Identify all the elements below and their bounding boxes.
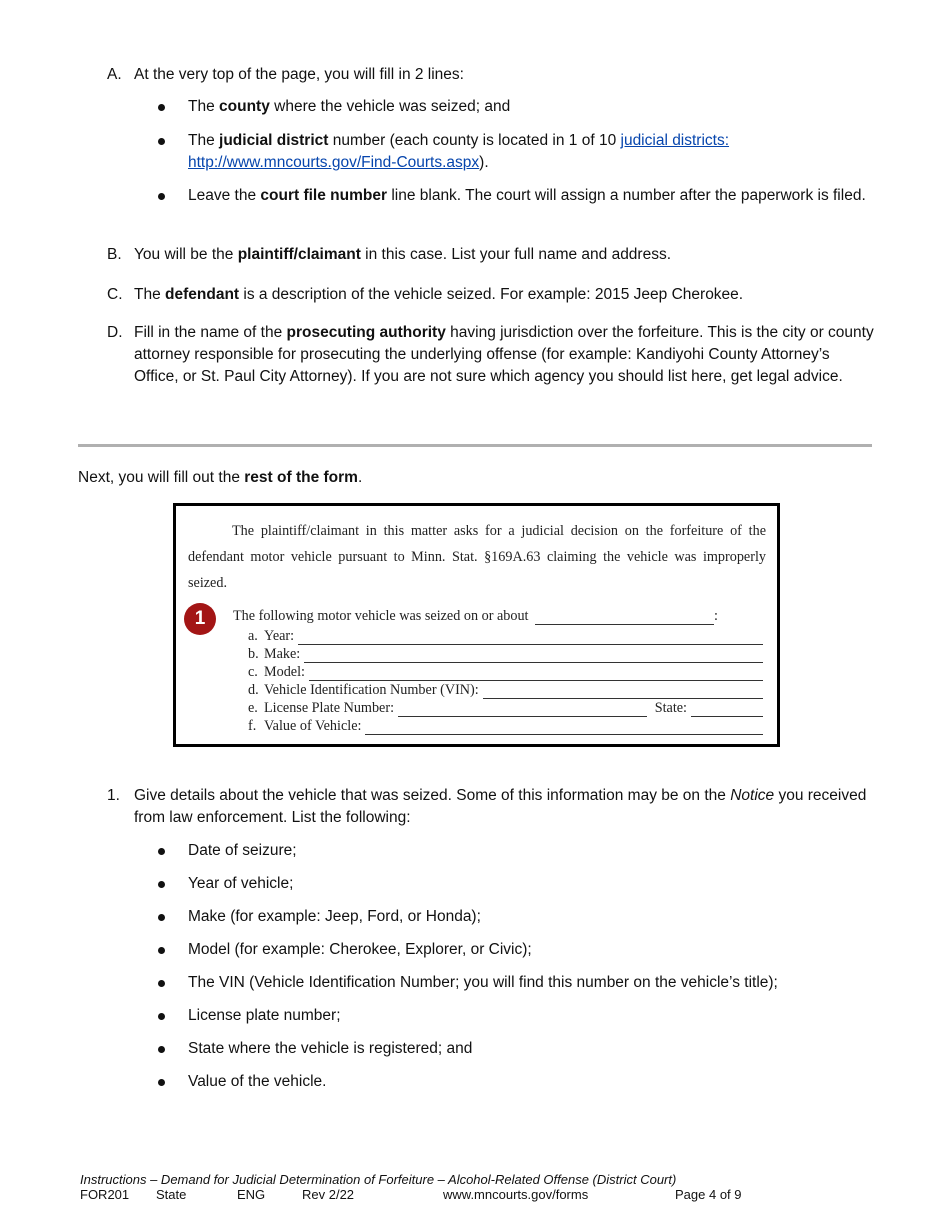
text: you received from law enforcement. List the following: xyxy=(134,787,867,826)
text: is a description of the vehicle seized. For example: 2015 Jeep Cherokee. xyxy=(239,286,744,303)
list-item xyxy=(188,840,297,862)
section-divider xyxy=(78,444,872,447)
form-excerpt xyxy=(173,503,780,747)
text: Next, you will fill out the xyxy=(78,469,245,486)
field-make xyxy=(248,646,763,663)
bullet-icon xyxy=(158,1079,165,1086)
bold-text: court file number xyxy=(260,187,388,204)
bullet-icon xyxy=(158,104,165,111)
bullet-icon xyxy=(158,138,165,145)
letter: a. xyxy=(248,628,258,644)
label: Vehicle Identification Number (VIN): xyxy=(264,682,479,698)
section-c xyxy=(107,284,877,306)
bold-text: defendant xyxy=(165,286,240,303)
list-item xyxy=(188,873,293,895)
bullet-icon xyxy=(158,980,165,987)
text: : xyxy=(714,608,718,624)
label: Model: xyxy=(264,664,305,680)
list-item xyxy=(188,972,778,994)
bold-text: judicial district xyxy=(219,132,329,149)
blank-line xyxy=(535,610,715,625)
letter: c. xyxy=(248,664,258,680)
item-1 xyxy=(107,785,877,829)
blank-line xyxy=(309,666,763,681)
list-item xyxy=(188,1005,341,1027)
judicial-districts-link[interactable]: judicial districts: xyxy=(620,132,730,149)
footer-form-number: FOR201 xyxy=(80,1187,130,1202)
text: Give details about the vehicle that was seized. Some of this information may be on the xyxy=(134,787,731,804)
label: Value of Vehicle: xyxy=(264,718,362,734)
bullet-icon xyxy=(158,914,165,921)
footer-revision: Rev 2/22 xyxy=(302,1187,355,1202)
text: line blank. The court will assign a number after the paperwork is filed. xyxy=(387,187,866,204)
list-item-text: Value of the vehicle. xyxy=(188,1073,327,1090)
field-model xyxy=(248,664,763,681)
bullet-icon xyxy=(158,1013,165,1020)
bullet-judicial-district xyxy=(188,130,878,174)
label: Year: xyxy=(264,628,295,644)
italic-text: Notice xyxy=(730,787,775,804)
section-d xyxy=(107,322,877,388)
bold-text: prosecuting authority xyxy=(286,324,446,341)
label: Make: xyxy=(264,646,301,662)
field-license-plate xyxy=(248,700,763,717)
blank-line xyxy=(691,702,763,717)
field-vin xyxy=(248,682,763,699)
bold-text: rest of the form xyxy=(244,469,358,486)
footer-title: Instructions – Demand for Judicial Determination of Forfeiture – Alcohol-Related Offense (District Court) xyxy=(80,1172,677,1187)
text: Fill in the name of the xyxy=(134,324,287,341)
field-year xyxy=(248,628,763,645)
text: . xyxy=(357,469,363,486)
field-value xyxy=(248,718,763,735)
marker: D. xyxy=(107,324,123,341)
bold-text: plaintiff/claimant xyxy=(237,246,361,263)
letter: b. xyxy=(248,646,259,662)
text: Leave the xyxy=(188,187,261,204)
seized-lead: The following motor vehicle was seized on or about xyxy=(233,608,529,624)
marker: B. xyxy=(107,246,122,263)
next-intro xyxy=(78,467,362,489)
text: The xyxy=(188,98,220,115)
section-a xyxy=(107,64,464,86)
text: ). xyxy=(479,154,489,171)
text: You will be the xyxy=(134,246,238,263)
section-a-intro: At the very top of the page, you will fill in 2 lines: xyxy=(134,66,464,83)
marker: C. xyxy=(107,286,123,303)
bullet-icon xyxy=(158,947,165,954)
seized-date-row xyxy=(233,608,718,625)
list-item-text: Make (for example: Jeep, Ford, or Honda); xyxy=(188,908,481,925)
blank-line xyxy=(304,648,763,663)
text: The xyxy=(134,286,166,303)
text: in this case. List your full name and address. xyxy=(360,246,672,263)
list-item-text: License plate number; xyxy=(188,1007,341,1024)
list-item-text: Year of vehicle; xyxy=(188,875,294,892)
list-item xyxy=(188,939,532,961)
letter: d. xyxy=(248,682,259,698)
marker: 1. xyxy=(107,787,120,804)
label: License Plate Number: xyxy=(264,700,395,716)
bullet-icon xyxy=(158,881,165,888)
letter: f. xyxy=(248,718,257,734)
list-item xyxy=(188,1038,472,1060)
letter: e. xyxy=(248,700,258,716)
find-courts-link[interactable]: http://www.mncourts.gov/Find-Courts.aspx xyxy=(188,154,480,171)
list-item xyxy=(188,1071,326,1093)
list-item xyxy=(188,906,481,928)
blank-line xyxy=(365,720,763,735)
section-b xyxy=(107,244,877,266)
bullet-county xyxy=(188,96,878,118)
bullet-icon xyxy=(158,193,165,200)
text: number (each county is located in 1 of 10 xyxy=(328,132,621,149)
blank-line xyxy=(298,630,763,645)
bullet-icon xyxy=(158,1046,165,1053)
bullet-icon xyxy=(158,848,165,855)
bold-text: county xyxy=(219,98,270,115)
step-badge: 1 xyxy=(184,603,216,635)
text: having jurisdiction over the forfeiture. This is the city or county attorney responsible for prosecuting the underlying offense (for example: Kandiyohi County Attorney’s Office, or St. Paul City Attorney). If you are not sure which agency you should list here, get legal advice. xyxy=(134,324,874,385)
list-item-text: Date of seizure; xyxy=(188,842,297,859)
marker: A. xyxy=(107,66,122,83)
footer-url[interactable]: www.mncourts.gov/forms xyxy=(443,1187,589,1202)
text: The xyxy=(188,132,220,149)
state-label: State: xyxy=(654,700,687,716)
footer-language: ENG xyxy=(237,1187,266,1202)
blank-line xyxy=(483,684,763,699)
blank-line xyxy=(398,702,647,717)
list-item-text: State where the vehicle is registered; and xyxy=(188,1040,473,1057)
footer-page-number: Page 4 of 9 xyxy=(675,1187,742,1202)
list-item-text: The VIN (Vehicle Identification Number; you will find this number on the vehicle’s title); xyxy=(188,974,778,991)
footer-state: State xyxy=(156,1187,187,1202)
text: where the vehicle was seized; and xyxy=(269,98,511,115)
bullet-court-file-number xyxy=(188,185,878,207)
form-paragraph: The plaintiff/claimant in this matter asks for a judicial decision on the forfeiture of the defendant motor vehicle pursuant to Minn. Stat. §169A.63 claiming the vehicle was improperly seized. xyxy=(188,523,766,591)
list-item-text: Model (for example: Cherokee, Explorer, or Civic); xyxy=(188,941,532,958)
